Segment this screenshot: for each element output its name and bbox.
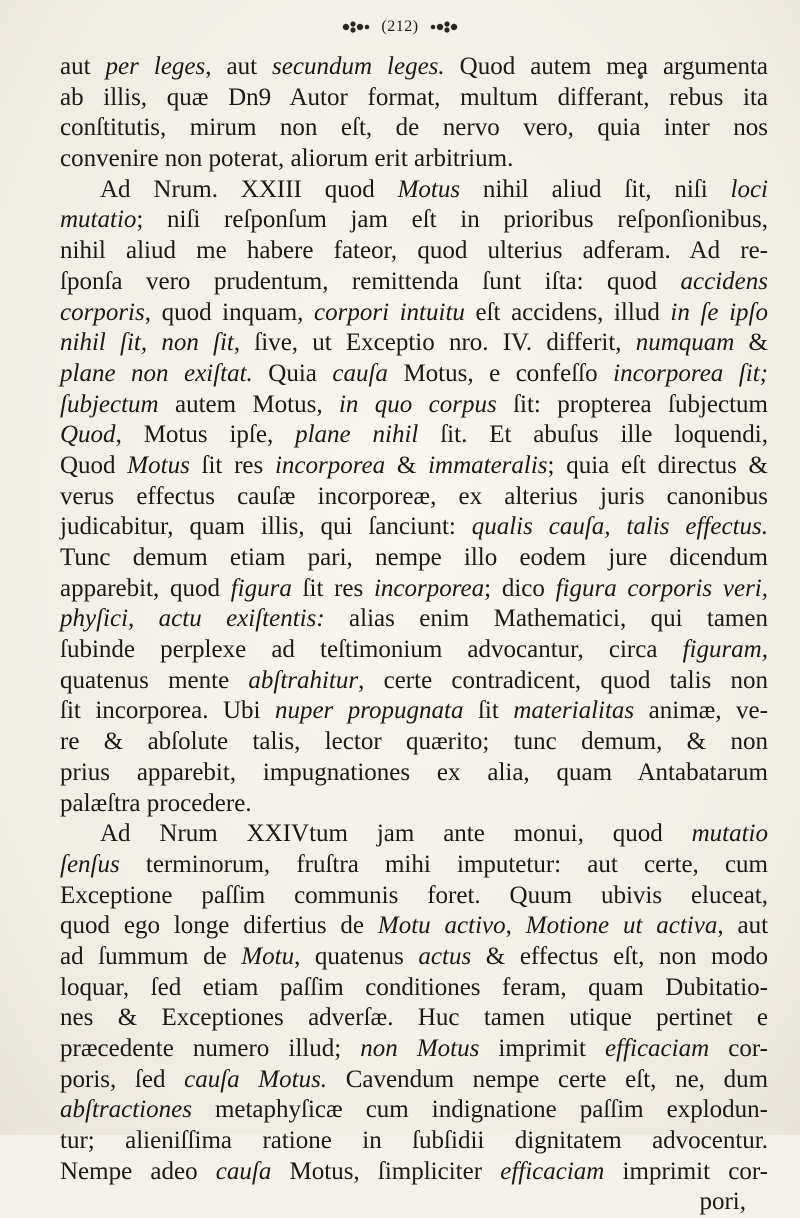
text-run: animæ, ve- <box>634 697 768 725</box>
text-line <box>60 819 768 850</box>
text-run: Tunc demum etiam pari, nempe illo eodem jure dicendum <box>60 544 768 571</box>
text-run: Motus, e confeſſo <box>387 359 614 387</box>
italic-text: corporis <box>60 298 145 326</box>
text-run: ſubinde perplexe ad teſtimonium advocantur, circa <box>60 636 683 664</box>
italic-text: immateralis <box>428 451 548 479</box>
text-run: ſit. Et abuſus ille loquendi, <box>418 421 768 449</box>
italic-text: actus <box>418 942 472 970</box>
text-run: poris, ſed <box>60 1065 185 1093</box>
text-run: & <box>385 451 429 479</box>
italic-text: mutatio <box>60 206 137 234</box>
text-run: quatenus mente <box>60 666 249 694</box>
text-run: ; quia eſt directus & <box>547 451 768 479</box>
text-run: Exceptione paſſim communis foret. Quum ubivis eluceat, <box>60 881 768 909</box>
text-line <box>60 604 768 635</box>
text-run: metaphyſicæ cum indignatione paſſim explodun- <box>191 1096 768 1124</box>
italic-text: figura corporis veri, <box>555 574 768 602</box>
italic-text: Motus <box>397 175 461 203</box>
text-run: imprimit cor- <box>604 1157 768 1185</box>
text-line <box>60 267 768 298</box>
text-run: Quod autem mea argumenta <box>444 53 768 80</box>
italic-text: abſtractiones <box>60 1096 192 1124</box>
body-text <box>60 52 768 1218</box>
text-run: cor- <box>709 1035 769 1062</box>
text-run: autem Motus, <box>158 390 339 418</box>
italic-text: mutatio <box>691 820 768 848</box>
italic-text: corpori intuitu <box>314 298 465 326</box>
text-run: Quod <box>60 451 128 479</box>
italic-text: nuper propugnata <box>274 697 464 725</box>
italic-text: phyſici, actu exiſtentis: <box>60 605 325 633</box>
text-run: , ſive, ut Exceptio nro. IV. differit, <box>233 329 636 357</box>
text-line <box>60 911 768 942</box>
italic-text: non Motus <box>360 1035 480 1062</box>
right-ornament-icon <box>429 19 459 35</box>
text-run: ; niſi reſponſum jam eſt in prioribus reſponſionibus, <box>136 206 768 234</box>
text-run: tur; alieniſſima ratione in ſubſidii dignitatem advocentur. <box>60 1127 768 1155</box>
text-run: apparebit, quod <box>60 574 231 602</box>
italic-text: materialitas <box>513 697 635 725</box>
italic-text: Motu activo <box>377 912 506 940</box>
text-line <box>60 727 768 758</box>
text-run: & effectus eſt, non modo <box>471 942 768 970</box>
text-run: pori, <box>699 1188 746 1216</box>
text-run: convenire non poterat, aliorum erit arbitrium. <box>60 145 514 173</box>
text-line <box>60 359 768 390</box>
text-line <box>60 973 768 1004</box>
text-line <box>60 482 768 513</box>
text-run: nihil aliud me habere fateor, quod ulterius adferam. Ad re- <box>60 237 768 265</box>
text-line <box>60 113 768 144</box>
text-line <box>60 451 768 482</box>
text-run: judicabitur, quam illis, qui ſanciunt: <box>60 513 472 541</box>
text-line <box>60 1187 768 1218</box>
italic-text: efficaciam <box>605 1035 710 1062</box>
text-run: aut <box>60 53 106 80</box>
page-number: (212) <box>381 18 419 35</box>
text-line <box>60 1157 768 1188</box>
italic-text: plane nihil <box>295 421 419 449</box>
italic-text: figura <box>230 574 292 602</box>
text-run: Motus, ſimpliciter <box>271 1157 501 1185</box>
text-line <box>60 850 768 881</box>
italic-text: plane non exiſtat. <box>60 359 253 387</box>
italic-text: cauſa Motus. <box>184 1065 328 1093</box>
text-line <box>60 881 768 912</box>
left-ornament-icon <box>341 19 371 35</box>
text-run: , aut <box>717 912 769 940</box>
text-line <box>60 666 768 697</box>
italic-text: per leges <box>105 53 206 80</box>
text-line <box>60 328 768 359</box>
text-line <box>60 298 768 329</box>
italic-text: figuram, <box>682 636 768 664</box>
text-run: ſponſa vero prudentum, remittenda ſunt iſta: quod <box>60 267 681 295</box>
italic-text: loci <box>730 175 768 203</box>
text-line <box>60 758 768 789</box>
text-line <box>60 789 768 820</box>
italic-text: incorporea ſit; <box>613 359 768 387</box>
text-run: Quia <box>252 359 333 387</box>
text-run: , certe contradicent, quod talis non <box>358 666 768 694</box>
italic-text: qualis cauſa, talis effectus. <box>471 513 768 541</box>
italic-text: cauſa <box>332 359 388 387</box>
text-run: ab illis, quæ Dn9 Autor format, multum differant, rebus ita <box>60 83 768 111</box>
text-line <box>60 512 768 543</box>
text-run: ſit <box>463 697 514 725</box>
italic-text: incorporea <box>373 574 485 602</box>
italic-text: accidens <box>680 267 768 295</box>
italic-text: in ſe ipſo <box>670 298 768 326</box>
italic-text: nihil ſit, non ſit <box>60 329 234 357</box>
italic-text: Motione ut activa <box>525 912 718 940</box>
text-run: , quatenus <box>294 942 419 970</box>
text-run: ſit res <box>291 574 374 602</box>
italic-text: in quo corpus <box>338 390 497 418</box>
text-line <box>60 1095 768 1126</box>
italic-text: ſenſus <box>60 850 120 878</box>
text-run: ; dico <box>484 574 556 602</box>
text-run: palæſtra procedere. <box>60 789 252 817</box>
text-run: verus effectus cauſæ incorporeæ, ex alterius juris canonibus <box>60 482 768 510</box>
text-line <box>60 420 768 451</box>
italic-text: efficaciam <box>500 1157 605 1185</box>
text-run: , quod inquam, <box>144 298 315 326</box>
text-line <box>60 942 768 973</box>
text-line <box>60 83 768 114</box>
italic-text: ſubjectum <box>60 390 159 418</box>
text-run: præcedente numero illud; <box>60 1035 361 1062</box>
text-line <box>60 574 768 605</box>
text-line <box>60 1065 768 1096</box>
text-run: quod ego longe difertius de <box>60 912 378 940</box>
text-run: Ad Nrum. XXIII quod <box>100 175 398 203</box>
text-run: , Motus ipſe, <box>115 421 296 449</box>
text-run: , aut <box>205 53 273 80</box>
text-run: conſtitutis, mirum non eſt, de nervo vero, quia inter nos <box>60 114 768 142</box>
text-line <box>60 1126 768 1157</box>
text-line <box>60 696 768 727</box>
italic-text: abſtrahitur <box>248 666 359 694</box>
text-run: nes & Exceptiones adverſæ. Huc tamen utique pertinet e <box>60 1004 768 1032</box>
text-run: & <box>734 329 768 357</box>
text-line <box>60 205 768 236</box>
text-line <box>60 543 768 574</box>
text-run: Cavendum nempe certe eſt, ne, dum <box>327 1065 769 1093</box>
text-run: re & abſolute talis, lector quærito; tunc demum, & non <box>60 728 768 756</box>
text-line <box>60 236 768 267</box>
text-line <box>60 175 768 206</box>
text-run: ſit incorporea. Ubi <box>60 697 275 725</box>
text-line <box>60 635 768 666</box>
italic-text: Motu <box>241 942 295 970</box>
text-run: loquar, ſed etiam paſſim conditiones feram, quam Dubitatio- <box>60 973 768 1001</box>
text-run: Nempe adeo <box>60 1157 216 1185</box>
text-line <box>60 390 768 421</box>
italic-text: cauſa <box>215 1157 272 1185</box>
text-run: prius apparebit, impugnationes ex alia, quam Antabatarum <box>60 758 768 786</box>
italic-text: Motus <box>127 451 190 479</box>
text-run: ad ſummum de <box>60 942 242 970</box>
text-run: Ad Nrum XXIVtum jam ante monui, quod <box>100 820 692 848</box>
italic-text: incorporea <box>274 451 386 479</box>
text-run: ſit: propterea ſubjectum <box>496 390 768 418</box>
italic-text: Quod <box>60 421 116 449</box>
italic-text: numquam <box>635 329 735 357</box>
text-run: ſit res <box>189 451 275 479</box>
text-line <box>60 1034 768 1065</box>
text-line <box>60 1003 768 1034</box>
text-run: , <box>505 912 526 940</box>
text-run: alias enim Mathematici, qui tamen <box>324 605 768 633</box>
text-run: nihil aliud ſit, niſi <box>460 175 731 203</box>
text-run: terminorum, fruſtra mihi imputetur: aut certe, cum <box>119 850 768 878</box>
page-header <box>0 14 800 40</box>
italic-text: secundum leges. <box>272 53 445 80</box>
text-run: imprimit <box>479 1035 606 1062</box>
text-run: eſt accidens, illud <box>464 298 671 326</box>
text-line <box>60 144 768 175</box>
text-line <box>60 52 768 83</box>
